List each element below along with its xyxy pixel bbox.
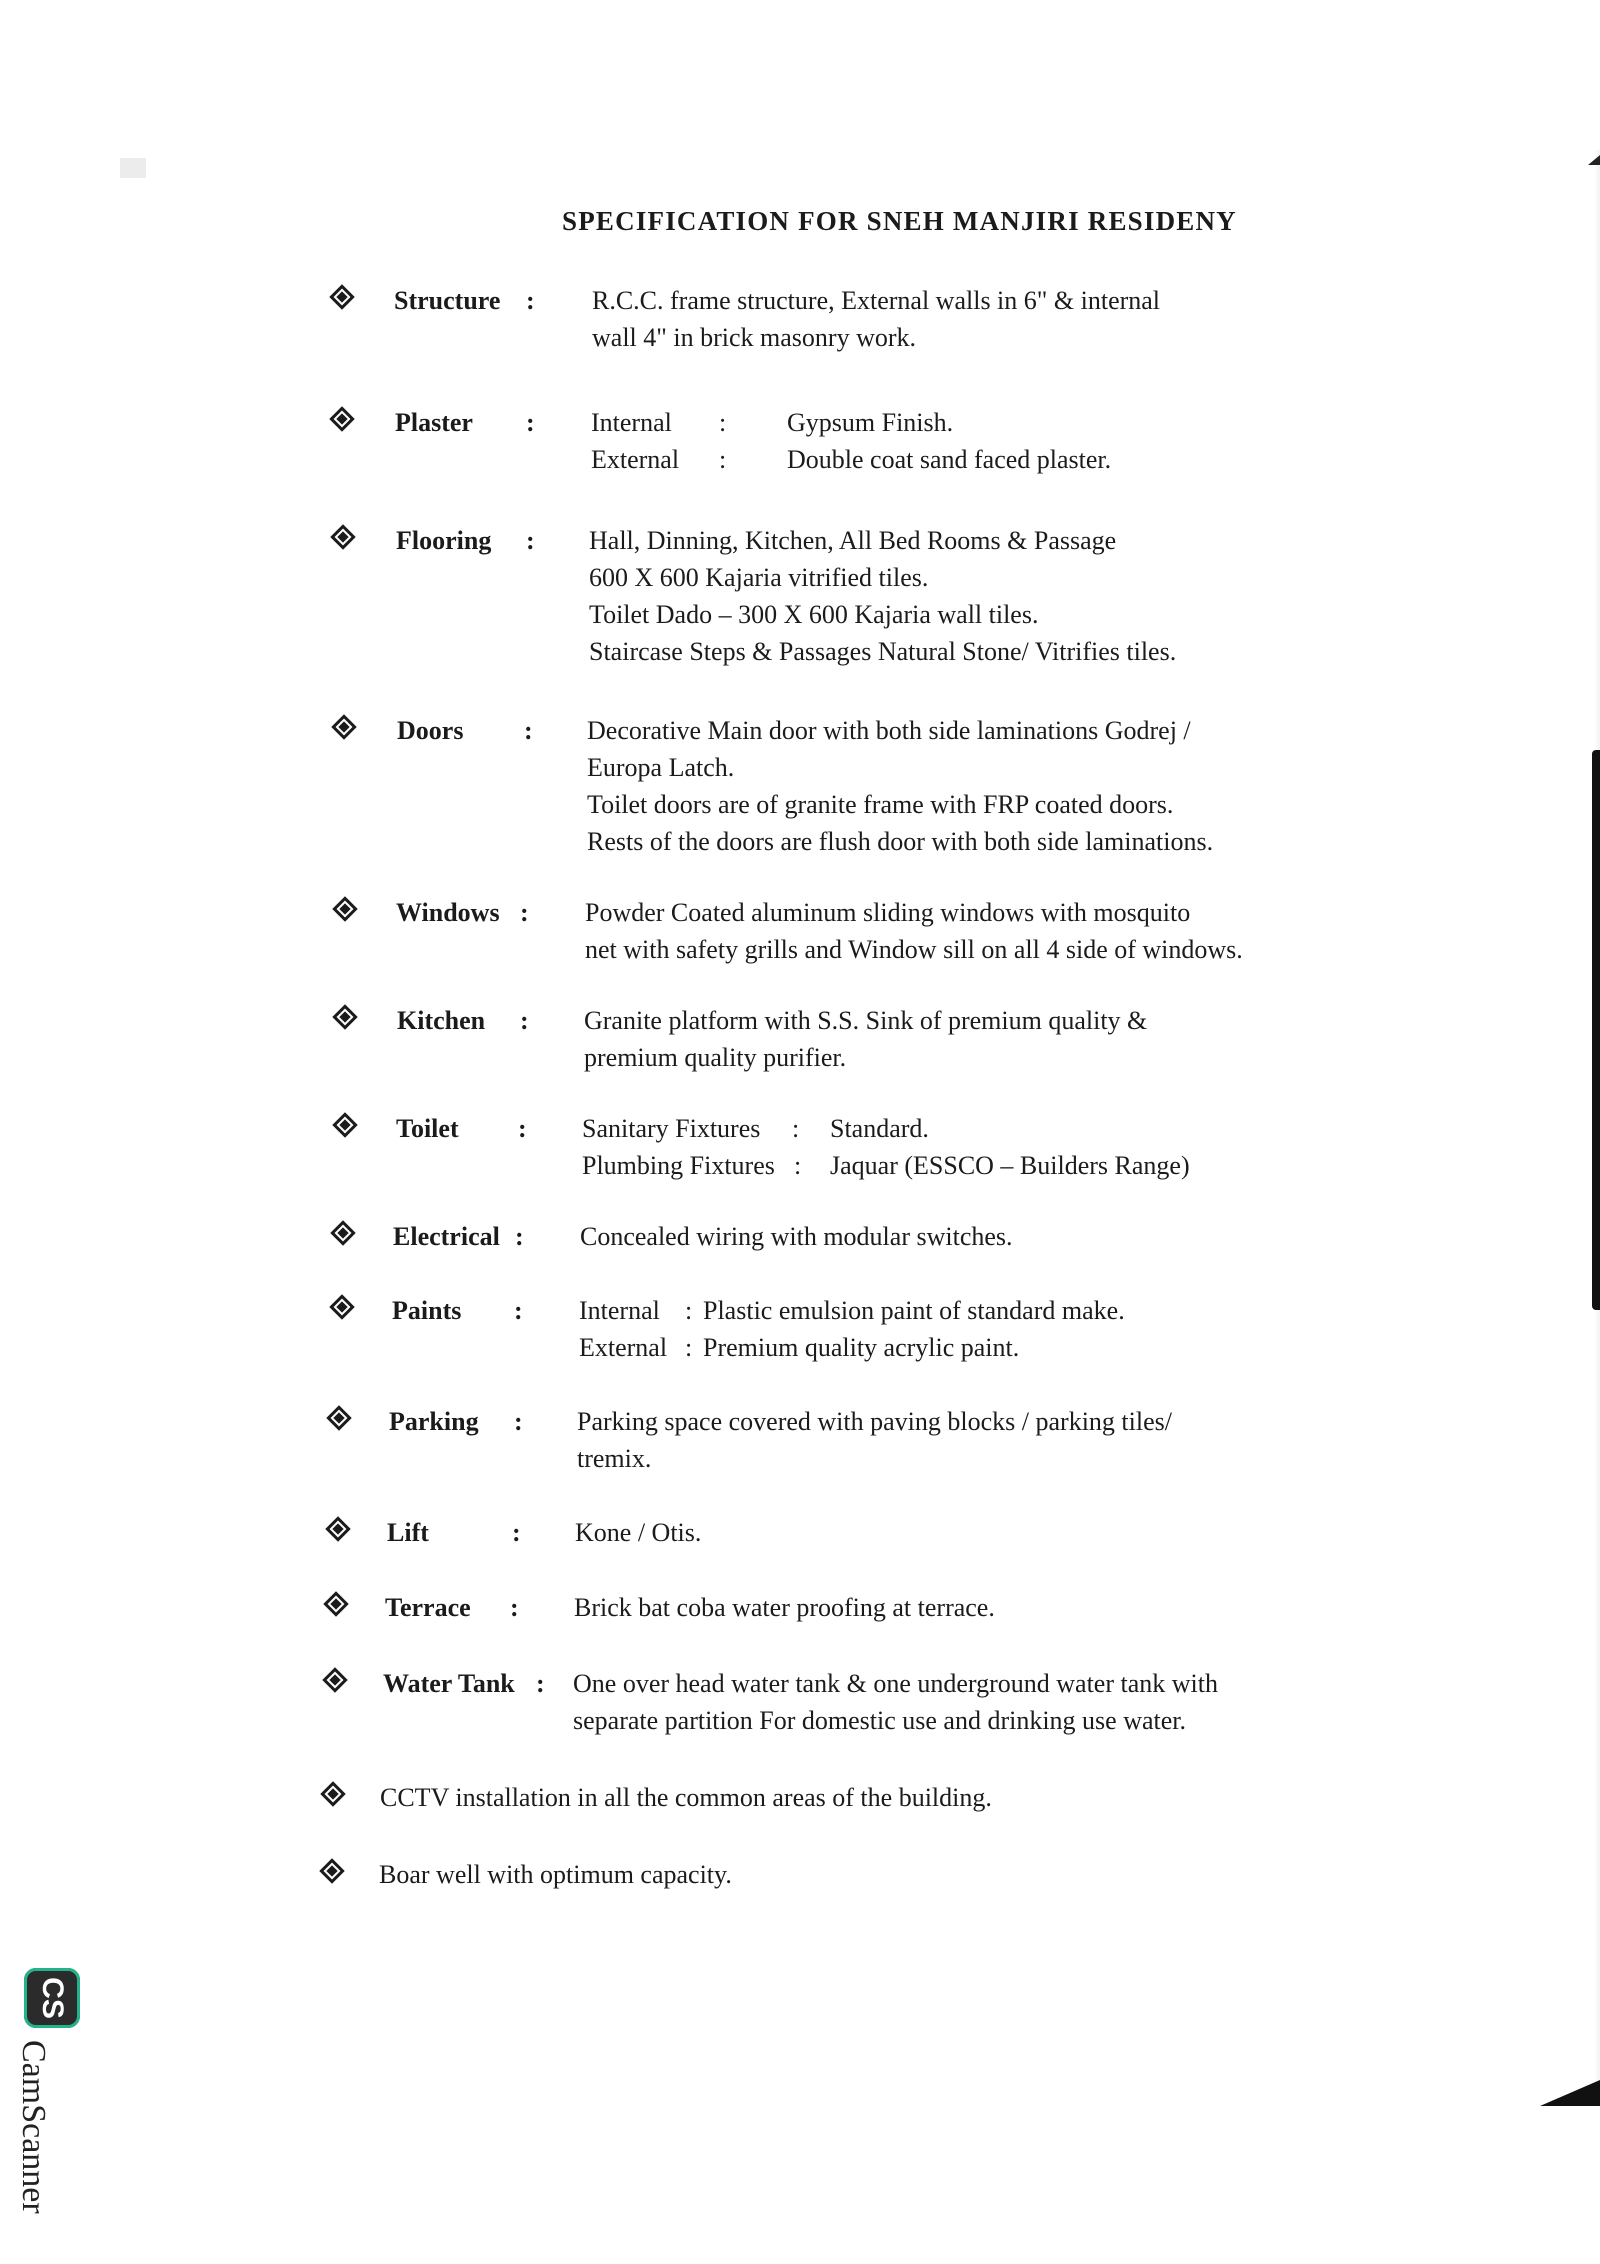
sub-colon: : <box>719 408 727 437</box>
spec-sub-row <box>579 1329 1279 1366</box>
diamond-bullet-icon <box>320 1781 345 1806</box>
sub-colon: : <box>685 1333 693 1362</box>
spec-line: 600 X 600 Kajaria vitrified tiles. <box>589 563 929 592</box>
spec-line: premium quality purifier. <box>584 1043 847 1072</box>
spec-colon: : <box>510 1593 519 1622</box>
spec-sub-row <box>582 1110 1282 1147</box>
spec-colon: : <box>515 1222 524 1251</box>
diamond-bullet-icon <box>332 1004 357 1029</box>
spec-value <box>573 1665 1218 1739</box>
spec-value <box>580 1218 1013 1255</box>
spec-sub-row <box>591 441 1191 478</box>
scan-artifact <box>120 158 146 178</box>
spec-value <box>584 1002 1147 1076</box>
bullet-text: CCTV installation in all the common areas of the building. <box>380 1783 992 1812</box>
spec-colon: : <box>536 1669 545 1698</box>
spec-colon: : <box>526 286 535 315</box>
spec-value <box>575 1514 701 1551</box>
sub-label: Plumbing Fixtures <box>582 1151 775 1180</box>
spec-label: Flooring <box>396 526 492 555</box>
diamond-bullet-icon <box>326 1405 351 1430</box>
spec-label: Paints <box>392 1296 462 1325</box>
scan-artifact <box>1540 2080 1600 2106</box>
spec-line: Decorative Main door with both side laminations Godrej / <box>587 716 1191 745</box>
spec-label: Structure <box>394 286 501 315</box>
camscanner-name: CamScanner <box>15 2040 52 2214</box>
spec-colon: : <box>512 1518 521 1547</box>
spec-line: Hall, Dinning, Kitchen, All Bed Rooms & Passage <box>589 526 1117 555</box>
spec-label: Windows <box>396 898 500 927</box>
sub-colon: : <box>685 1296 693 1325</box>
spec-colon: : <box>514 1407 523 1436</box>
spec-line: Concealed wiring with modular switches. <box>580 1222 1013 1251</box>
spec-value <box>587 712 1213 860</box>
sub-value: Gypsum Finish. <box>787 408 954 437</box>
sub-label: External <box>579 1333 668 1362</box>
spec-colon: : <box>520 1006 529 1035</box>
spec-line: Toilet Dado – 300 X 600 Kajaria wall tiles. <box>589 600 1039 629</box>
spec-colon: : <box>518 1114 527 1143</box>
page-title: SPECIFICATION FOR SNEH MANJIRI RESIDENY <box>562 206 1237 236</box>
scan-artifact <box>1588 155 1600 165</box>
spec-value <box>591 404 1191 478</box>
sub-value: Plastic emulsion paint of standard make. <box>703 1296 1125 1325</box>
diamond-bullet-icon <box>332 1112 357 1137</box>
spec-line: Rests of the doors are flush door with both side laminations. <box>587 827 1214 856</box>
spec-line: Powder Coated aluminum sliding windows with mosquito <box>585 898 1191 927</box>
sub-label: External <box>591 445 680 474</box>
spec-line: One over head water tank & one underground water tank with <box>573 1669 1218 1698</box>
spec-colon: : <box>520 898 529 927</box>
spec-colon: : <box>526 408 535 437</box>
diamond-bullet-icon <box>319 1858 344 1883</box>
spec-value <box>577 1403 1172 1477</box>
diamond-bullet-icon <box>330 1220 355 1245</box>
spec-label: Water Tank <box>383 1669 515 1698</box>
spec-sub-row <box>579 1292 1279 1329</box>
spec-line: Toilet doors are of granite frame with FRP coated doors. <box>587 790 1174 819</box>
sub-colon: : <box>719 445 727 474</box>
diamond-bullet-icon <box>323 1591 348 1616</box>
bullet-text: Boar well with optimum capacity. <box>379 1860 732 1889</box>
spec-line: Kone / Otis. <box>575 1518 702 1547</box>
diamond-bullet-icon <box>330 524 355 549</box>
camscanner-logo-text: CS <box>36 1977 69 2019</box>
scan-artifact <box>1592 750 1600 1310</box>
spec-value <box>585 894 1243 968</box>
sub-value: Premium quality acrylic paint. <box>703 1333 1020 1362</box>
spec-line: separate partition For domestic use and drinking use water. <box>573 1706 1187 1735</box>
spec-sub-row <box>582 1147 1282 1184</box>
sub-colon: : <box>794 1151 802 1180</box>
spec-label: Electrical <box>393 1222 500 1251</box>
spec-label: Parking <box>389 1407 479 1436</box>
sub-colon: : <box>792 1114 800 1143</box>
spec-line: R.C.C. frame structure, External walls in 6" & internal <box>592 286 1161 315</box>
sub-label: Internal <box>591 408 672 437</box>
sub-value: Jaquar (ESSCO – Builders Range) <box>830 1151 1190 1180</box>
diamond-bullet-icon <box>322 1667 347 1692</box>
sub-value: Standard. <box>830 1114 929 1143</box>
spec-line: wall 4" in brick masonry work. <box>592 323 916 352</box>
spec-label: Kitchen <box>397 1006 486 1035</box>
spec-value <box>574 1589 995 1626</box>
spec-value <box>579 1292 1279 1366</box>
spec-sub-row <box>591 404 1191 441</box>
spec-label: Toilet <box>396 1114 459 1143</box>
diamond-bullet-icon <box>331 714 356 739</box>
spec-colon: : <box>524 716 533 745</box>
spec-label: Terrace <box>385 1593 471 1622</box>
diamond-bullet-icon <box>329 284 354 309</box>
spec-label: Plaster <box>395 408 473 437</box>
spec-line: Staircase Steps & Passages Natural Stone/ Vitrifies tiles. <box>589 637 1177 666</box>
camscanner-watermark <box>15 1968 86 2218</box>
spec-line: Parking space covered with paving blocks / parking tiles/ <box>577 1407 1172 1436</box>
sub-value: Double coat sand faced plaster. <box>787 445 1112 474</box>
spec-label: Doors <box>397 716 464 745</box>
spec-colon: : <box>514 1296 523 1325</box>
camscanner-logo-icon <box>24 1968 80 2028</box>
spec-colon: : <box>526 526 535 555</box>
spec-line: Brick bat coba water proofing at terrace. <box>574 1593 995 1622</box>
diamond-bullet-icon <box>329 1294 354 1319</box>
spec-label: Lift <box>387 1518 429 1547</box>
diamond-bullet-icon <box>329 406 354 431</box>
spec-line: tremix. <box>577 1444 652 1473</box>
spec-value <box>592 282 1160 356</box>
diamond-bullet-icon <box>332 896 357 921</box>
spec-value <box>589 522 1176 670</box>
spec-line: net with safety grills and Window sill on all 4 side of windows. <box>585 935 1243 964</box>
sub-label: Sanitary Fixtures <box>582 1114 761 1143</box>
sub-label: Internal <box>579 1296 660 1325</box>
spec-line: Europa Latch. <box>587 753 735 782</box>
diamond-bullet-icon <box>325 1516 350 1541</box>
spec-line: Granite platform with S.S. Sink of premium quality & <box>584 1006 1148 1035</box>
spec-value <box>582 1110 1282 1184</box>
